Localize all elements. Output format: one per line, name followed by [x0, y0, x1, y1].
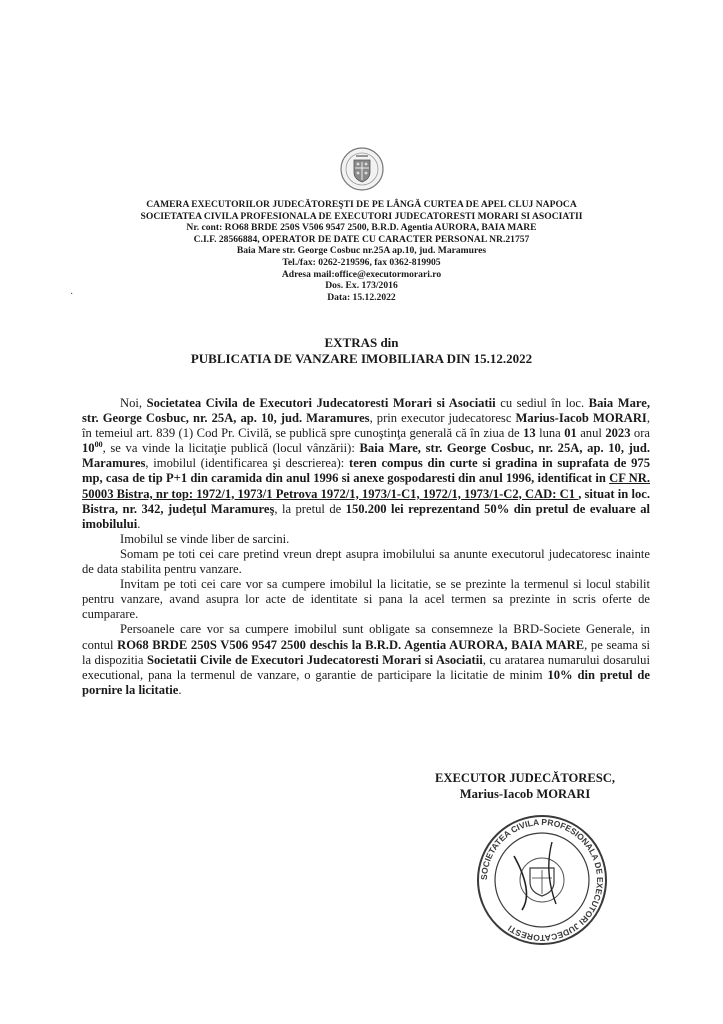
text-span: . [137, 516, 141, 531]
text-span: , se va vinde la licitaţie publică (locul vânzării): [102, 441, 360, 456]
letterhead-date: Data: 15.12.2022 [327, 291, 396, 303]
letterhead-chamber: CAMERA EXECUTORILOR JUDECĂTOREŞTI DE PE LÂNGĂ CURTEA DE APEL CLUJ NAPOCA [146, 199, 577, 210]
letterhead-company: SOCIETATEA CIVILA PROFESIONALA DE EXECUTORI JUDECATORESTI MORARI SI ASOCIATII [140, 210, 583, 222]
signature-name: Marius-Iacob MORARI [459, 786, 591, 801]
bold-span [82, 441, 103, 455]
letterhead-cif: C.I.F. 28566884, OPERATOR DE DATE CU CARACTER PERSONAL NR.21757 [193, 233, 530, 245]
bold-span: 150.200 lei reprezentand 50% din pretul de evaluare al imobilului [82, 501, 651, 531]
bold-span: 13 [523, 426, 536, 441]
text-span: anul [576, 426, 606, 441]
bold-span: 01 [564, 426, 577, 441]
text-span: 10 [82, 441, 95, 456]
letterhead-phone: Tel./fax: 0262-219596, fax 0362-819905 [282, 256, 441, 268]
text-span: ora [630, 426, 650, 441]
text-span: Noi, [120, 396, 147, 410]
text-span: , în temeiul art. 839 (1) Cod Pr. Civilă, se publică spre cunoştinţa generală că în ziua de [82, 411, 650, 441]
seal-text-path: SOCIETATEA CIVILA PROFESIONALA DE EXECUTORI JUDECATORESTI [478, 816, 606, 944]
official-seal-icon [474, 812, 610, 948]
letterhead-account: Nr. cont: RO68 BRDE 250S V506 9547 2500, B.R.D. Agentia AURORA, BAIA MARE [186, 222, 537, 234]
underlined-span: CF NR. 50003 Bistra, nr top: 1972/1, 1973/1 Petrova 1972/1, 1973/1-C1, 1972/1, 1973/1-C2, CAD: C1 [82, 471, 650, 501]
text-span: . [178, 682, 182, 697]
document-title [60, 335, 663, 366]
bold-span: Societatea Civila de Executori Judecatoresti Morari si Asociatii [146, 396, 496, 410]
bold-span: Marius-Iacob MORARI [515, 411, 647, 426]
paragraph-summons: Somam pe toti cei care pretind vreun drept asupra imobilului sa anunte executorul judecatoresc inainte de data stabilita pentru vanzare. [82, 546, 650, 577]
paragraph-guarantee [82, 622, 650, 697]
title-line-2: PUBLICATIA DE VANZARE IMOBILIARA DIN 15.12.2022 [190, 350, 533, 366]
bold-span: Societatii Civile de Executori Judecatoresti Morari si Asociatii [146, 652, 483, 667]
document-body [82, 396, 650, 698]
title-line-1: EXTRAS din [324, 335, 399, 350]
text-span: cu sediul în loc. [495, 396, 589, 410]
letterhead-email: Adresa mail:office@executormorari.ro [281, 268, 442, 280]
bold-span: RO68 BRDE 250S V506 9547 2500 deschis la B.R.D. Agentia AURORA, BAIA MARE [117, 637, 585, 652]
signature-block [410, 771, 640, 802]
text-span: , la pretul de [274, 501, 346, 516]
text-span: luna [535, 426, 565, 441]
superscript: 00 [94, 440, 103, 450]
coat-of-arms-icon [339, 146, 385, 192]
signature-role: EXECUTOR JUDECĂTORESC, [434, 771, 616, 785]
text-span: , imobilul (identificarea şi descrierea): [145, 456, 350, 471]
text-span: , prin executor judecatoresc [369, 411, 516, 426]
margin-mark: · [70, 289, 74, 300]
bold-span: 2023 [605, 426, 631, 441]
paragraph-announcement [82, 396, 650, 532]
text-span: , pe seama si la dispozitia [82, 637, 650, 667]
text-span: , cu aratarea numarului dosarului executional, pana la termenul de vanzare, o garantie de participare la licitatie de minim [82, 652, 650, 682]
bold-span: , situat in loc. Bistra, nr. 342, judeţul Maramureş [82, 486, 650, 516]
bold-span: 10% din pretul de pornire la licitatie [82, 667, 650, 697]
paragraph-no-encumbrance: Imobilul se vinde liber de sarcini. [120, 531, 290, 546]
bold-span: teren compus din curte si gradina in suprafata de 975 mp, casa de tip P+1 din caramida din anul 1996 si anexe gospodaresti din anul 1996, identificat in [82, 456, 650, 486]
bold-span: Baia Mare, str. George Cosbuc, nr. 25A, ap. 10, jud. Maramures [82, 441, 650, 471]
paragraph-invitation: Invitam pe toti cei care vor sa cumpere imobilul la licitatie, se se prezinte la termenul si locul stabilit pentru vanzare, avand asupra lor acte de identitate si pana la acel termen sa prezinte in scris oferte de cumparare. [82, 577, 650, 622]
letterhead-file-number: Dos. Ex. 173/2016 [325, 280, 398, 292]
text-span: Persoanele care vor sa cumpere imobilul sunt obligate sa consemneze la BRD-Societe Generale, in contul [82, 622, 650, 652]
letterhead [60, 199, 663, 303]
bold-span: Baia Mare, str. George Cosbuc, nr. 25A, ap. 10, jud. Maramures [82, 396, 650, 426]
letterhead-address: Baia Mare str. George Cosbuc nr.25A ap.10, jud. Maramures [236, 245, 487, 257]
